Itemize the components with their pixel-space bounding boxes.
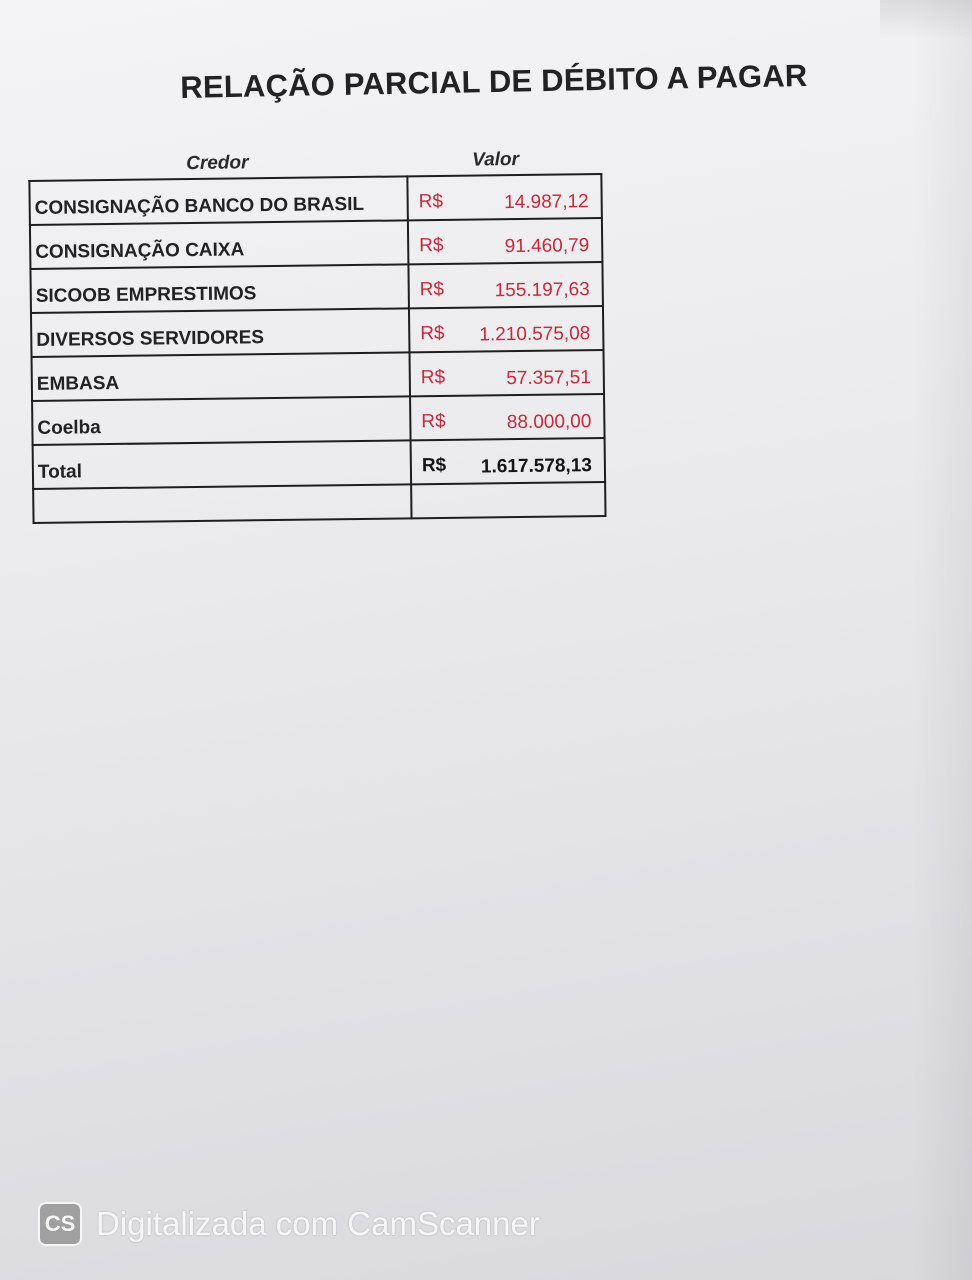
currency-symbol: R$ [421,410,446,433]
empty-cell [33,484,411,523]
value-cell [410,394,605,440]
total-row [33,438,605,489]
camscanner-logo-icon: CS [38,1202,82,1246]
page-shadow [912,0,972,1280]
value-cell [410,350,605,396]
table-row [29,174,601,225]
column-header-value: Valor [472,149,520,171]
creditor-name: DIVERSOS SERVIDORES [31,308,410,357]
currency-symbol: R$ [419,234,444,257]
total-value-cell [411,438,606,484]
page-edge [880,0,972,40]
creditor-name: Coelba [32,396,411,445]
table-row [32,394,604,445]
creditor-name: SICOOB EMPRESTIMOS [30,264,409,313]
debt-table [28,173,606,524]
currency-symbol: R$ [418,190,444,213]
column-header-creditor: Credor [186,152,249,175]
value-cell [408,262,603,308]
camscanner-watermark [38,1202,540,1246]
currency-symbol: R$ [421,454,447,477]
amount: 88.000,00 [506,411,592,434]
debt-table-container [28,143,613,524]
creditor-name: CONSIGNAÇÃO CAIXA [30,220,409,269]
empty-row [33,482,605,523]
creditor-name: CONSIGNAÇÃO BANCO DO BRASIL [29,176,408,225]
watermark-text: Digitalizada com CamScanner [96,1205,540,1242]
value-cell [409,306,604,352]
table-row [30,218,602,269]
amount: 57.357,51 [506,367,591,390]
total-amount: 1.617.578,13 [480,455,593,478]
value-cell [408,218,603,264]
table-row [31,306,603,357]
amount: 91.460,79 [504,235,590,258]
amount: 14.987,12 [504,191,589,214]
document-title: RELAÇÃO PARCIAL DE DÉBITO A PAGAR [180,57,808,105]
empty-cell [411,482,605,518]
table-row [30,262,602,313]
amount: 155.197,63 [494,279,590,302]
currency-symbol: R$ [420,322,445,345]
total-label: Total [33,440,412,489]
currency-symbol: R$ [419,278,445,301]
value-cell [407,174,602,220]
table-row [32,350,604,401]
creditor-name: EMBASA [32,352,411,401]
currency-symbol: R$ [420,366,446,389]
amount: 1.210.575,08 [479,323,591,346]
